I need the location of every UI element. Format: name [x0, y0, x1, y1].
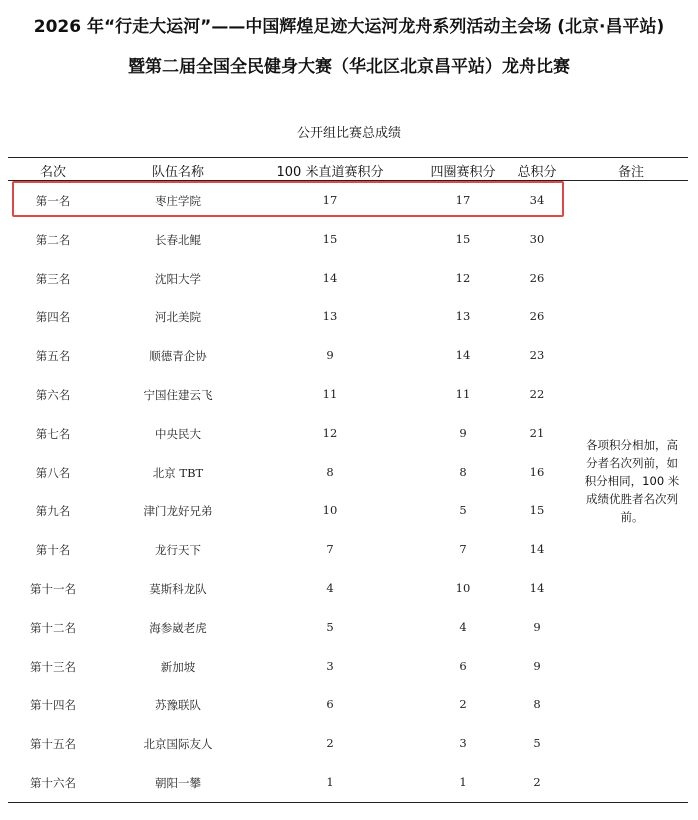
cell-sprint-100m: 12 [322, 425, 338, 440]
table-row [0, 581, 698, 601]
table-row [0, 271, 698, 291]
cell-rank: 第九名 [35, 504, 71, 519]
cell-sprint-100m: 4 [326, 581, 334, 595]
cell-sprint-100m: 1 [326, 775, 334, 789]
cell-total: 9 [533, 619, 541, 634]
cell-rank: 第三名 [35, 271, 71, 286]
table-top-rule [8, 157, 688, 158]
cell-four-laps: 8 [459, 464, 467, 479]
cell-four-laps: 12 [455, 270, 471, 285]
cell-four-laps: 1 [459, 775, 467, 789]
cell-team: 长春北鲲 [155, 232, 201, 247]
table-caption: 公开组比赛总成绩 [296, 126, 401, 141]
cell-four-laps: 3 [459, 736, 467, 751]
table-row [0, 232, 698, 252]
document-title-line1: 2026 年“行走大运河”——中国辉煌足迹大运河龙舟系列活动主会场 (北京·昌平站) [33, 17, 665, 37]
cell-rank: 第四名 [35, 310, 71, 325]
cell-total: 21 [529, 425, 545, 440]
first-place-highlight [12, 181, 564, 217]
cell-rank: 第七名 [35, 426, 71, 441]
table-row [0, 775, 698, 795]
cell-total: 8 [533, 697, 541, 712]
cell-rank: 第十三名 [30, 659, 76, 674]
cell-sprint-100m: 8 [326, 464, 334, 479]
cell-sprint-100m: 17 [322, 193, 338, 207]
cell-sprint-100m: 10 [322, 503, 338, 518]
cell-sprint-100m: 15 [322, 231, 338, 246]
cell-total: 9 [533, 658, 541, 673]
cell-rank: 第八名 [35, 465, 71, 480]
cell-team: 沈阳大学 [155, 271, 201, 286]
cell-four-laps: 2 [459, 697, 467, 712]
cell-rank: 第十六名 [30, 776, 76, 790]
cell-four-laps: 5 [459, 503, 467, 518]
cell-total: 34 [529, 193, 545, 207]
cell-rank: 第二名 [35, 232, 71, 247]
table-row [0, 736, 698, 756]
cell-total: 23 [529, 348, 545, 363]
cell-total: 26 [529, 309, 545, 324]
cell-total: 14 [529, 542, 545, 557]
cell-team: 枣庄学院 [155, 194, 201, 208]
table-row [0, 697, 698, 717]
table-row [0, 387, 698, 407]
cell-team: 宁国住建云飞 [143, 388, 213, 402]
cell-sprint-100m: 9 [326, 348, 334, 363]
cell-team: 河北美院 [155, 310, 201, 325]
cell-sprint-100m: 11 [322, 387, 338, 401]
cell-team: 莫斯科龙队 [149, 582, 207, 596]
cell-total: 14 [529, 581, 545, 595]
cell-team: 新加坡 [160, 659, 196, 674]
cell-team: 海参崴老虎 [149, 620, 207, 635]
remarks-note: 各项积分相加，高分者名次列前，如积分相同，100 米成绩优胜者名次列前。 [584, 438, 680, 524]
cell-total: 2 [533, 775, 541, 789]
cell-rank: 第十一名 [30, 582, 76, 596]
cell-four-laps: 14 [455, 348, 471, 363]
header-team: 队伍名称 [151, 165, 204, 180]
table-row [0, 309, 698, 329]
cell-four-laps: 13 [455, 309, 471, 324]
cell-team: 顺德青企协 [149, 349, 207, 364]
header-four-laps: 四圈赛积分 [430, 165, 496, 180]
cell-sprint-100m: 6 [326, 697, 334, 712]
cell-total: 16 [529, 464, 545, 479]
cell-sprint-100m: 13 [322, 309, 338, 324]
cell-four-laps: 7 [459, 542, 467, 557]
cell-four-laps: 4 [459, 619, 467, 634]
cell-rank: 第六名 [35, 388, 71, 402]
cell-team: 龙行天下 [155, 543, 201, 558]
cell-sprint-100m: 5 [326, 619, 334, 634]
cell-team: 中央民大 [155, 426, 201, 441]
cell-rank: 第十五名 [30, 737, 76, 752]
table-row [0, 620, 698, 640]
cell-rank: 第十二名 [30, 620, 76, 635]
table-row [0, 659, 698, 679]
cell-four-laps: 17 [455, 193, 471, 207]
header-sprint-100m: 100 米直道赛积分 [276, 165, 384, 180]
document-title-line2: 暨第二届全国全民健身大赛（华北区北京昌平站）龙舟比赛 [128, 57, 570, 77]
table-row [0, 348, 698, 368]
cell-four-laps: 11 [455, 387, 471, 401]
cell-rank: 第十名 [35, 543, 71, 558]
cell-rank: 第五名 [35, 349, 71, 364]
cell-four-laps: 9 [459, 425, 467, 440]
cell-total: 5 [533, 736, 541, 751]
cell-four-laps: 6 [459, 658, 467, 673]
cell-four-laps: 15 [455, 231, 471, 246]
cell-sprint-100m: 14 [322, 270, 338, 285]
table-row [0, 542, 698, 562]
header-rank: 名次 [39, 165, 66, 180]
cell-total: 30 [529, 231, 545, 246]
header-remarks: 备注 [617, 165, 644, 180]
cell-sprint-100m: 2 [326, 736, 334, 751]
cell-team: 北京 TBT [152, 465, 204, 480]
cell-total: 15 [529, 503, 545, 518]
cell-four-laps: 10 [455, 581, 471, 595]
table-bottom-rule [8, 802, 688, 803]
cell-sprint-100m: 3 [326, 658, 334, 673]
cell-total: 26 [529, 270, 545, 285]
cell-rank: 第十四名 [30, 698, 76, 713]
cell-team: 北京国际友人 [143, 737, 213, 752]
cell-total: 22 [529, 387, 545, 401]
cell-team: 津门龙好兄弟 [143, 504, 213, 519]
cell-team: 苏豫联队 [155, 698, 201, 713]
header-total: 总积分 [517, 165, 557, 180]
cell-team: 朝阳一攀 [155, 776, 201, 790]
cell-rank: 第一名 [35, 194, 71, 208]
cell-sprint-100m: 7 [326, 542, 334, 557]
